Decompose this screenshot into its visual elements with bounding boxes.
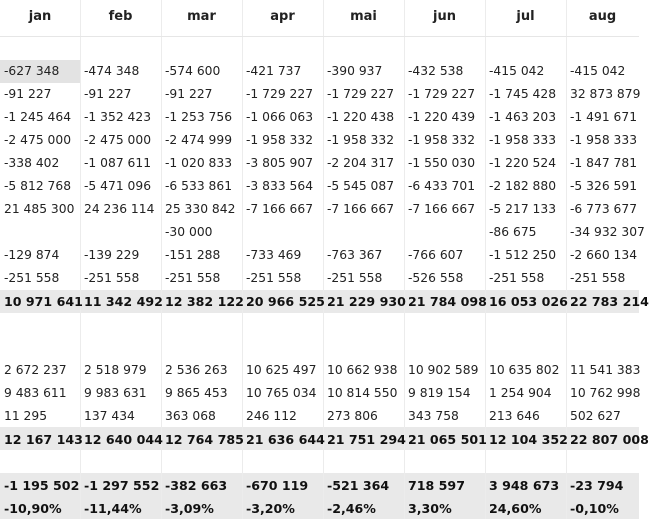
table-cell[interactable]: -338 402 (4, 156, 60, 170)
table-cell[interactable]: 12 382 122 (165, 294, 244, 309)
table-cell[interactable]: -1 512 250 (489, 248, 557, 262)
table-cell[interactable]: 502 627 (570, 409, 621, 423)
table-cell[interactable] (161, 313, 242, 336)
table-cell[interactable]: -2,46% (327, 501, 376, 516)
table-cell[interactable]: 10 762 998 (570, 386, 641, 400)
table-cell[interactable]: -5 471 096 (84, 179, 152, 193)
table-cell[interactable]: 12 104 352 (489, 432, 568, 447)
table-cell[interactable]: 3,30% (408, 501, 452, 516)
table-cell[interactable]: 9 483 611 (4, 386, 67, 400)
table-cell[interactable]: 246 112 (246, 409, 297, 423)
table-cell[interactable]: 1 254 904 (489, 386, 552, 400)
table-cell[interactable]: 2 672 237 (4, 363, 67, 377)
table-cell[interactable] (323, 221, 404, 244)
table-cell[interactable]: -1 297 552 (84, 478, 160, 493)
table-cell[interactable]: -251 558 (570, 271, 626, 285)
table-cell[interactable]: 273 806 (327, 409, 378, 423)
table-cell[interactable]: -0,10% (570, 501, 619, 516)
column-header-jul[interactable]: jul (485, 0, 566, 37)
table-cell[interactable]: -251 558 (489, 271, 545, 285)
table-cell[interactable]: -421 737 (246, 64, 302, 78)
table-cell[interactable]: -526 558 (408, 271, 464, 285)
table-cell[interactable]: 12 764 785 (165, 432, 244, 447)
table-cell[interactable]: -1 220 524 (489, 156, 557, 170)
table-cell[interactable]: -3 833 564 (246, 179, 314, 193)
table-cell[interactable]: -7 166 667 (408, 202, 476, 216)
table-cell[interactable] (404, 221, 485, 244)
table-cell[interactable]: 11 541 383 (570, 363, 641, 377)
table-cell[interactable]: -1 958 332 (246, 133, 314, 147)
table-cell[interactable]: -5 326 591 (570, 179, 638, 193)
table-cell[interactable]: -1 847 781 (570, 156, 638, 170)
table-cell[interactable] (404, 336, 485, 359)
table-cell[interactable]: -415 042 (570, 64, 626, 78)
table-cell[interactable]: 16 053 026 (489, 294, 568, 309)
table-cell[interactable]: -1 253 756 (165, 110, 233, 124)
column-header-feb[interactable]: feb (80, 0, 161, 37)
table-cell[interactable] (485, 313, 566, 336)
table-cell[interactable]: 363 068 (165, 409, 216, 423)
table-cell[interactable]: -2 660 134 (570, 248, 638, 262)
table-cell[interactable]: 2 518 979 (84, 363, 147, 377)
table-cell[interactable]: -1 220 439 (408, 110, 476, 124)
table-cell[interactable]: -91 227 (165, 87, 213, 101)
table-cell[interactable]: -1 220 438 (327, 110, 395, 124)
table-cell[interactable] (242, 451, 323, 474)
table-cell[interactable]: -1 729 227 (246, 87, 314, 101)
table-cell[interactable]: -627 348 (0, 60, 80, 83)
table-cell[interactable]: -1 020 833 (165, 156, 233, 170)
table-cell[interactable]: 137 434 (84, 409, 135, 423)
table-cell[interactable]: -1 352 423 (84, 110, 152, 124)
table-cell[interactable] (242, 336, 323, 359)
table-cell[interactable]: -251 558 (165, 271, 221, 285)
table-cell[interactable]: -151 288 (165, 248, 221, 262)
table-cell[interactable]: -2 204 317 (327, 156, 395, 170)
table-cell[interactable]: -2 182 880 (489, 179, 557, 193)
table-cell[interactable]: -1 745 428 (489, 87, 557, 101)
table-cell[interactable]: -34 932 307 (570, 225, 645, 239)
table-cell[interactable]: 32 873 879 (570, 87, 641, 101)
column-header-mai[interactable]: mai (323, 0, 404, 37)
table-cell[interactable]: -139 229 (84, 248, 140, 262)
table-cell[interactable] (485, 336, 566, 359)
table-cell[interactable]: -1 729 227 (408, 87, 476, 101)
table-cell[interactable] (485, 451, 566, 474)
table-cell[interactable]: -1 550 030 (408, 156, 476, 170)
table-cell[interactable]: -1 958 332 (327, 133, 395, 147)
table-cell[interactable]: -1 066 063 (246, 110, 314, 124)
table-cell[interactable]: -2 475 000 (4, 133, 72, 147)
table-cell[interactable]: -1 491 671 (570, 110, 638, 124)
table-cell[interactable]: 9 819 154 (408, 386, 471, 400)
table-cell[interactable]: -3,09% (165, 501, 214, 516)
table-cell[interactable]: -3,20% (246, 501, 295, 516)
table-cell[interactable]: -7 166 667 (327, 202, 395, 216)
table-cell[interactable]: 718 597 (408, 478, 465, 493)
table-cell[interactable]: 21 485 300 (4, 202, 75, 216)
table-cell[interactable]: -91 227 (84, 87, 132, 101)
table-cell[interactable]: -2 474 999 (165, 133, 233, 147)
table-cell[interactable] (0, 336, 80, 359)
table-cell[interactable]: -5 545 087 (327, 179, 395, 193)
table-cell[interactable]: 12 167 143 (4, 432, 83, 447)
table-cell[interactable]: -251 558 (4, 271, 60, 285)
table-cell[interactable]: -23 794 (570, 478, 624, 493)
table-cell[interactable]: -6 433 701 (408, 179, 476, 193)
table-cell[interactable]: -766 607 (408, 248, 464, 262)
column-header-aug[interactable]: aug (566, 0, 639, 37)
table-cell[interactable] (161, 451, 242, 474)
table-cell[interactable]: -1 958 333 (570, 133, 638, 147)
table-cell[interactable]: -733 469 (246, 248, 302, 262)
table-cell[interactable] (80, 221, 161, 244)
table-cell[interactable]: -129 874 (4, 248, 60, 262)
table-cell[interactable]: -432 538 (408, 64, 464, 78)
table-cell[interactable]: -382 663 (165, 478, 228, 493)
table-cell[interactable] (323, 313, 404, 336)
table-cell[interactable] (0, 221, 80, 244)
table-cell[interactable]: -251 558 (327, 271, 383, 285)
table-cell[interactable]: -415 042 (489, 64, 545, 78)
table-cell[interactable]: -3 805 907 (246, 156, 314, 170)
table-cell[interactable]: -6 533 861 (165, 179, 233, 193)
table-cell[interactable]: -390 937 (327, 64, 383, 78)
table-cell[interactable]: -521 364 (327, 478, 390, 493)
table-cell[interactable]: 10 662 938 (327, 363, 398, 377)
table-cell[interactable]: 24 236 114 (84, 202, 155, 216)
table-cell[interactable]: -574 600 (165, 64, 221, 78)
table-cell[interactable]: -6 773 677 (570, 202, 638, 216)
table-cell[interactable]: -251 558 (246, 271, 302, 285)
table-cell[interactable]: 10 814 550 (327, 386, 398, 400)
table-cell[interactable]: 10 971 641 (4, 294, 83, 309)
table-cell[interactable]: 21 784 098 (408, 294, 487, 309)
table-cell[interactable]: -1 245 464 (4, 110, 72, 124)
table-cell[interactable]: -474 348 (84, 64, 140, 78)
table-cell[interactable] (161, 336, 242, 359)
column-header-jun[interactable]: jun (404, 0, 485, 37)
table-cell[interactable]: -1 463 203 (489, 110, 557, 124)
table-cell[interactable]: 12 640 044 (84, 432, 163, 447)
table-cell[interactable]: -7 166 667 (246, 202, 314, 216)
table-cell[interactable]: -1 195 502 (4, 478, 80, 493)
table-cell[interactable]: 25 330 842 (165, 202, 236, 216)
table-cell[interactable] (323, 451, 404, 474)
table-cell[interactable]: 10 765 034 (246, 386, 317, 400)
table-cell[interactable]: -30 000 (165, 225, 213, 239)
table-cell[interactable]: -5 812 768 (4, 179, 72, 193)
table-cell[interactable]: 10 625 497 (246, 363, 317, 377)
table-cell[interactable]: -1 729 227 (327, 87, 395, 101)
table-cell[interactable]: 343 758 (408, 409, 459, 423)
table-cell[interactable]: 213 646 (489, 409, 540, 423)
table-cell[interactable] (323, 336, 404, 359)
table-cell[interactable]: -2 475 000 (84, 133, 152, 147)
table-cell[interactable]: 2 536 263 (165, 363, 228, 377)
table-cell[interactable] (566, 313, 639, 336)
table-cell[interactable]: 22 783 214 (570, 294, 649, 309)
table-cell[interactable]: -86 675 (489, 225, 537, 239)
table-cell[interactable]: 24,60% (489, 501, 542, 516)
table-cell[interactable] (80, 336, 161, 359)
table-cell[interactable]: -10,90% (4, 501, 62, 516)
table-cell[interactable] (404, 313, 485, 336)
table-cell[interactable]: 3 948 673 (489, 478, 560, 493)
column-header-mar[interactable]: mar (161, 0, 242, 37)
table-cell[interactable] (80, 313, 161, 336)
table-cell[interactable] (80, 451, 161, 474)
table-cell[interactable]: 9 865 453 (165, 386, 228, 400)
table-cell[interactable]: 21 229 930 (327, 294, 406, 309)
table-cell[interactable]: -670 119 (246, 478, 309, 493)
table-cell[interactable]: -763 367 (327, 248, 383, 262)
table-cell[interactable] (0, 313, 80, 336)
table-cell[interactable]: 11 342 492 (84, 294, 163, 309)
table-cell[interactable]: 10 635 802 (489, 363, 560, 377)
table-cell[interactable]: 22 807 008 (570, 432, 649, 447)
table-cell[interactable]: 20 966 525 (246, 294, 325, 309)
table-cell[interactable] (566, 336, 639, 359)
table-cell[interactable]: -251 558 (84, 271, 140, 285)
table-cell[interactable]: 9 983 631 (84, 386, 147, 400)
table-cell[interactable] (242, 221, 323, 244)
table-cell[interactable]: -91 227 (4, 87, 52, 101)
table-cell[interactable] (242, 313, 323, 336)
table-cell[interactable] (404, 451, 485, 474)
table-cell[interactable]: 11 295 (4, 409, 48, 423)
table-cell[interactable]: -5 217 133 (489, 202, 557, 216)
table-cell[interactable]: -1 958 332 (408, 133, 476, 147)
table-cell[interactable]: -11,44% (84, 501, 142, 516)
table-cell[interactable]: 21 751 294 (327, 432, 406, 447)
table-cell[interactable]: 21 636 644 (246, 432, 325, 447)
table-cell[interactable]: -1 958 333 (489, 133, 557, 147)
table-cell[interactable]: 10 902 589 (408, 363, 479, 377)
table-cell[interactable] (0, 451, 80, 474)
table-cell[interactable]: 21 065 501 (408, 432, 487, 447)
table-cell[interactable]: -1 087 611 (84, 156, 152, 170)
table-cell[interactable] (566, 451, 639, 474)
column-header-jan[interactable]: jan (0, 0, 80, 37)
column-header-apr[interactable]: apr (242, 0, 323, 37)
